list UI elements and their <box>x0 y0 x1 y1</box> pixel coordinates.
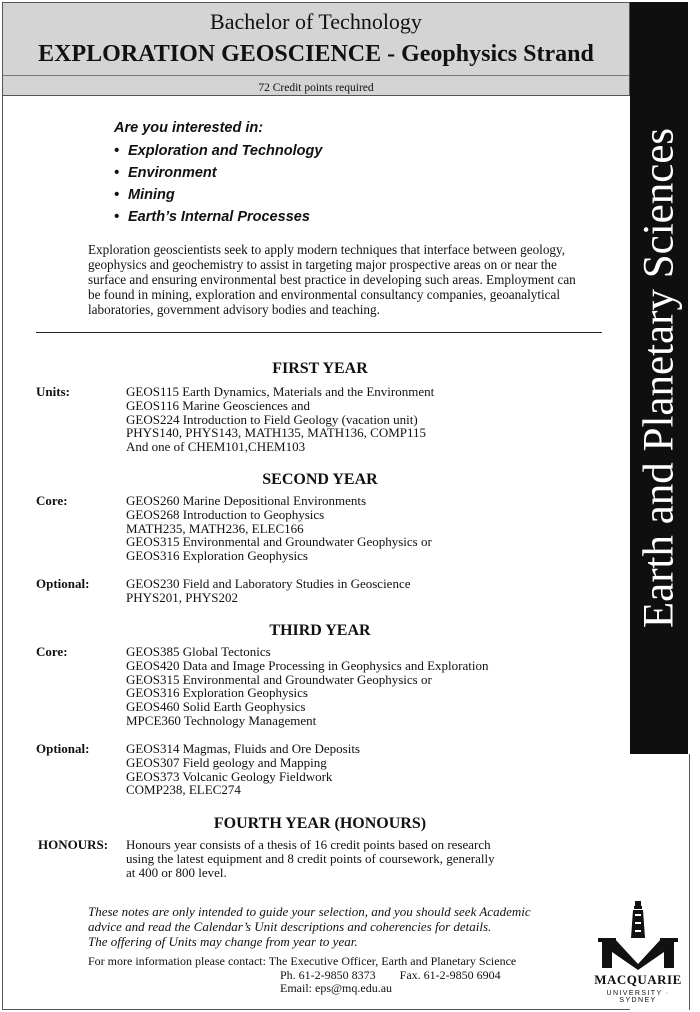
unit-line: GEOS314 Magmas, Fluids and Ore Deposits <box>126 741 360 756</box>
unit-line: GEOS373 Volcanic Geology Fieldwork <box>126 768 333 784</box>
contact-phone: Ph. 61-2-9850 8373 <box>280 967 376 982</box>
unit-line: GEOS116 Marine Geosciences and <box>126 397 310 413</box>
core-label: Core: <box>36 644 68 659</box>
crest-icon <box>588 898 688 970</box>
credit-points: 72 Credit points required <box>258 82 374 94</box>
unit-line: GEOS460 Solid Earth Geophysics <box>126 699 306 715</box>
interest-question: Are you interested in: <box>114 120 264 136</box>
unit-line: at 400 or 800 level. <box>126 864 227 880</box>
unit-line: GEOS260 Marine Depositional Environments <box>126 493 367 508</box>
fourth-year-heading: FOURTH YEAR (HONOURS) <box>213 815 427 832</box>
interest-item: • Exploration and Technology <box>114 143 323 159</box>
unit-line: COMP238, ELEC274 <box>126 782 241 798</box>
interest-item: • Earth’s Internal Processes <box>114 209 310 225</box>
page-border-bottom <box>2 1009 630 1010</box>
page-border-right <box>689 754 690 1010</box>
intro-paragraph: Exploration geoscientists seek to apply modern techniques that interface between geology, geophysics and geochemistry to assist in targeting major prospective areas on or near the surface and ensuring environmental best practice in developing such areas. Employment can be found in mining, exploration and environmental consultancy companies, geoanalytical laboratories, government advisory bodies and teaching. <box>88 242 576 317</box>
guidance-notes: These notes are only intended to guide your selection, and you should seek Academic advice and read the Calendar’s Unit descriptions and coherencies for details. The offering of Units may change from year to year. <box>88 904 531 949</box>
contact-info <box>88 955 516 996</box>
unit-line: GEOS316 Exploration Geophysics <box>126 548 308 564</box>
degree-title: EXPLORATION GEOSCIENCE - Geophysics Strand <box>38 41 594 67</box>
interest-item: • Environment <box>114 165 217 181</box>
page-border-left <box>2 96 3 1010</box>
degree-subtitle: Bachelor of Technology <box>210 9 422 34</box>
unit-line: GEOS307 Field geology and Mapping <box>126 754 327 770</box>
unit-line: MPCE360 Technology Management <box>126 712 317 728</box>
unit-line: GEOS315 Environmental and Groundwater Geophysics or <box>126 534 432 550</box>
second-year-heading: SECOND YEAR <box>262 471 378 488</box>
unit-line: using the latest equipment and 8 credit points of coursework, generally <box>126 850 495 866</box>
unit-line: And one of CHEM101,CHEM103 <box>126 439 306 455</box>
unit-line: PHYS140, PHYS143, MATH135, MATH136, COMP115 <box>126 425 427 441</box>
logo-wordmark: MACQUARIE <box>594 972 682 987</box>
honours-label: HONOURS: <box>38 837 109 852</box>
core-label: Core: <box>36 493 68 508</box>
unit-line: MATH235, MATH236, ELEC166 <box>126 520 304 536</box>
unit-line: GEOS316 Exploration Geophysics <box>126 685 308 701</box>
logo-subtitle: UNIVERSITY · SYDNEY <box>606 990 670 1004</box>
unit-line: GEOS224 Introduction to Field Geology (vacation unit) <box>126 411 418 427</box>
header-divider <box>3 75 629 76</box>
department-sidebar <box>630 2 688 754</box>
optional-label: Optional: <box>36 741 90 756</box>
section-divider <box>36 332 602 333</box>
interest-list <box>114 120 322 228</box>
header-banner <box>2 2 630 96</box>
unit-line: PHYS201, PHYS202 <box>126 589 238 605</box>
contact-line: For more information please contact: The Executive Officer, Earth and Planetary Science <box>88 954 517 968</box>
unit-line: GEOS420 Data and Image Processing in Geophysics and Exploration <box>126 657 489 673</box>
university-logo <box>588 898 688 1004</box>
unit-line: GEOS268 Introduction to Geophysics <box>126 506 325 522</box>
unit-line: Honours year consists of a thesis of 16 credit points based on research <box>126 837 491 852</box>
third-year-heading: THIRD YEAR <box>269 622 371 639</box>
units-label: Units: <box>36 384 70 399</box>
unit-line: GEOS315 Environmental and Groundwater Geophysics or <box>126 671 432 687</box>
interest-item: • Mining <box>114 187 175 203</box>
optional-label: Optional: <box>36 576 90 591</box>
contact-email[interactable]: Email: eps@mq.edu.au <box>280 981 393 995</box>
first-year-heading: FIRST YEAR <box>272 360 368 377</box>
unit-line: GEOS230 Field and Laboratory Studies in Geoscience <box>126 576 411 591</box>
contact-fax: Fax. 61-2-9850 6904 <box>399 967 501 982</box>
unit-line: GEOS385 Global Tectonics <box>126 644 271 659</box>
department-name: Earth and Planetary Sciences <box>635 127 683 629</box>
unit-line: GEOS115 Earth Dynamics, Materials and the Environment <box>126 384 435 399</box>
